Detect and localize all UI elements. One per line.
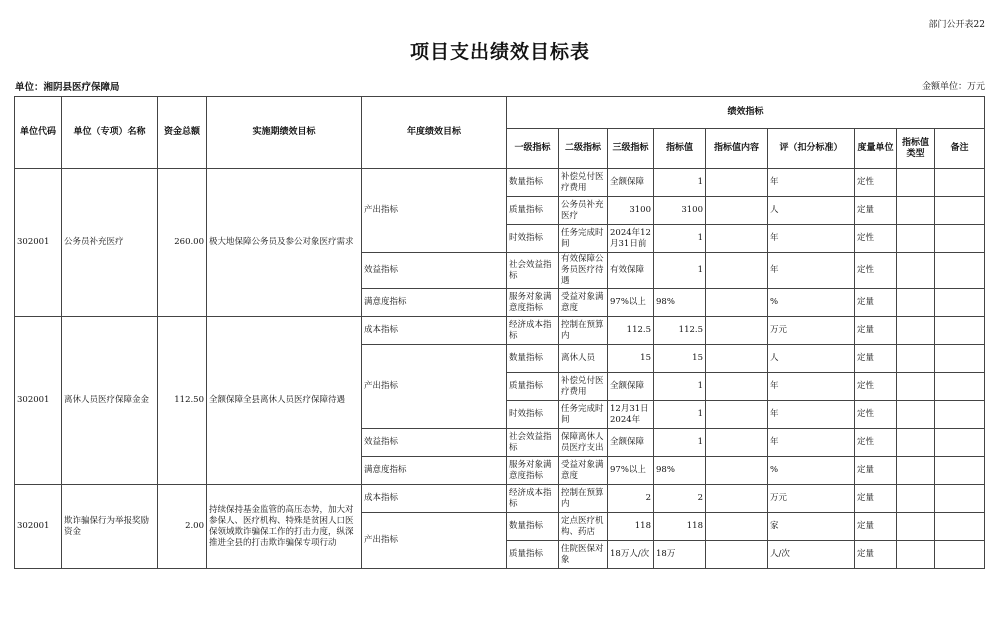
remark-cell [935,485,985,513]
header-remark: 备注 [935,129,985,169]
level2-cell: 社会效益指标 [507,429,559,457]
level3-cell: 有效保障公务员医疗待遇 [559,253,608,289]
value-content-cell [706,253,768,289]
header-value-type: 指标值类型 [897,129,935,169]
level3-cell: 任务完成时间 [559,225,608,253]
indicator-value-b-cell: 1 [654,373,706,401]
remark-cell [935,253,985,289]
remark-cell [935,457,985,485]
remark-cell [935,317,985,345]
value-content-cell [706,541,768,569]
indicator-value-b-cell: 3100 [654,197,706,225]
remark-cell [935,513,985,541]
value-content-cell [706,169,768,197]
indicator-value-b-cell: 15 [654,345,706,373]
measure-unit-cell: 定量 [855,513,897,541]
scoring-cell: 年 [768,401,855,429]
value-content-cell [706,345,768,373]
header-period-goal: 实施期绩效目标 [207,97,362,169]
header-annual-goal: 年度绩效目标 [362,97,507,169]
measure-unit-cell: 定性 [855,169,897,197]
period-goal-cell: 全额保障全县离休人员医疗保障待遇 [207,317,362,485]
level1-cell: 效益指标 [362,253,507,289]
measure-unit-cell: 定量 [855,457,897,485]
indicator-value-b-cell: 18万 [654,541,706,569]
remark-cell [935,169,985,197]
remark-cell [935,401,985,429]
remark-cell [935,373,985,401]
indicator-value-b-cell: 1 [654,253,706,289]
indicator-value-b-cell: 118 [654,513,706,541]
level2-cell: 质量指标 [507,197,559,225]
level3-cell: 离休人员 [559,345,608,373]
page-number: 部门公开表22 [928,20,985,30]
value-content-cell [706,485,768,513]
measure-unit-cell: 定量 [855,485,897,513]
indicator-value-cell: 2024年12月31日前 [608,225,654,253]
value-type-cell [897,317,935,345]
level1-cell: 成本指标 [362,485,507,513]
header-level1: 一级指标 [507,129,559,169]
unit-code-cell: 302001 [15,485,62,569]
table-row [15,485,985,513]
header-value: 指标值 [654,129,706,169]
value-content-cell [706,429,768,457]
measure-unit-cell: 定性 [855,253,897,289]
measure-unit-cell: 定量 [855,317,897,345]
header-total-funds: 资金总额 [158,97,207,169]
indicator-value-b-cell: 98% [654,457,706,485]
header-scoring: 评（扣分标准） [768,129,855,169]
indicator-value-b-cell: 1 [654,169,706,197]
scoring-cell: 万元 [768,485,855,513]
level3-cell: 补偿兑付医疗费用 [559,373,608,401]
indicator-value-cell: 全额保障 [608,373,654,401]
value-type-cell [897,253,935,289]
value-type-cell [897,401,935,429]
scoring-cell: 家 [768,513,855,541]
level2-cell: 时效指标 [507,225,559,253]
indicator-value-cell: 118 [608,513,654,541]
scoring-cell: % [768,289,855,317]
level1-cell: 效益指标 [362,429,507,457]
indicator-value-cell: 97%以上 [608,457,654,485]
header-measure-unit: 度量单位 [855,129,897,169]
header-unit-code: 单位代码 [15,97,62,169]
level1-cell: 产出指标 [362,169,507,253]
scoring-cell: 万元 [768,317,855,345]
level3-cell: 定点医疗机构、药店 [559,513,608,541]
level2-cell: 数量指标 [507,345,559,373]
value-content-cell [706,401,768,429]
measure-unit-cell: 定性 [855,401,897,429]
scoring-cell: 年 [768,169,855,197]
level3-cell: 受益对象满意度 [559,289,608,317]
measure-unit-cell: 定量 [855,541,897,569]
measure-unit-cell: 定量 [855,197,897,225]
value-type-cell [897,457,935,485]
value-type-cell [897,429,935,457]
level1-cell: 产出指标 [362,513,507,569]
level3-cell: 控制在预算内 [559,485,608,513]
scoring-cell: 年 [768,225,855,253]
remark-cell [935,429,985,457]
indicator-value-cell: 112.5 [608,317,654,345]
measure-unit-cell: 定性 [855,373,897,401]
level2-cell: 数量指标 [507,169,559,197]
value-type-cell [897,169,935,197]
page-title: 项目支出绩效目标表 [409,41,590,63]
level2-cell: 社会效益指标 [507,253,559,289]
project-name-cell: 离休人员医疗保障金金 [62,317,158,485]
measure-unit-cell: 定性 [855,225,897,253]
money-unit-label: 金额单位：万元 [921,82,985,92]
level3-cell: 补偿兑付医疗费用 [559,169,608,197]
level3-cell: 保障离休人员医疗支出 [559,429,608,457]
indicator-value-cell: 2 [608,485,654,513]
remark-cell [935,345,985,373]
remark-cell [935,289,985,317]
value-content-cell [706,457,768,485]
header-project-name: 单位（专项）名称 [62,97,158,169]
indicator-value-cell: 15 [608,345,654,373]
measure-unit-cell: 定性 [855,429,897,457]
scoring-cell: 人 [768,345,855,373]
measure-unit-cell: 定量 [855,289,897,317]
level3-cell: 控制在预算内 [559,317,608,345]
level1-cell: 满意度指标 [362,457,507,485]
level2-cell: 质量指标 [507,541,559,569]
indicator-value-cell: 有效保障 [608,253,654,289]
level2-cell: 时效指标 [507,401,559,429]
value-content-cell [706,317,768,345]
scoring-cell: 年 [768,373,855,401]
header-perf-indicator: 绩效指标 [507,97,985,129]
scoring-cell: % [768,457,855,485]
remark-cell [935,197,985,225]
total-funds-cell: 112.50 [158,317,207,485]
level1-cell: 成本指标 [362,317,507,345]
value-content-cell [706,225,768,253]
total-funds-cell: 2.00 [158,485,207,569]
level3-cell: 任务完成时间 [559,401,608,429]
indicator-value-cell: 全额保障 [608,429,654,457]
total-funds-cell: 260.00 [158,169,207,317]
indicator-value-cell: 18万人/次 [608,541,654,569]
project-name-cell: 欺诈骗保行为举报奖励资金 [62,485,158,569]
unit-code-cell: 302001 [15,169,62,317]
remark-cell [935,225,985,253]
indicator-value-b-cell: 98% [654,289,706,317]
level3-cell: 受益对象满意度 [559,457,608,485]
level1-cell: 产出指标 [362,345,507,429]
project-name-cell: 公务员补充医疗 [62,169,158,317]
value-type-cell [897,345,935,373]
unit-code-cell: 302001 [15,317,62,485]
level2-cell: 数量指标 [507,513,559,541]
table-row [15,169,985,197]
unit-label: 单位：湘阴县医疗保障局 [15,82,120,93]
scoring-cell: 年 [768,429,855,457]
header-value-content: 指标值内容 [706,129,768,169]
level3-cell: 住院医保对象 [559,541,608,569]
indicator-value-b-cell: 1 [654,401,706,429]
scoring-cell: 人 [768,197,855,225]
value-type-cell [897,225,935,253]
value-content-cell [706,289,768,317]
level3-cell: 公务员补充医疗 [559,197,608,225]
period-goal-cell: 持续保持基金监管的高压态势，加大对参保人、医疗机构、特殊是贫困人口医保领域欺诈骗保工作的打击力度，纵深推进全县的打击欺诈骗保专项行动 [207,485,362,569]
value-type-cell [897,289,935,317]
value-type-cell [897,513,935,541]
remark-cell [935,541,985,569]
level2-cell: 服务对象满意度指标 [507,457,559,485]
indicator-value-cell: 97%以上 [608,289,654,317]
value-type-cell [897,373,935,401]
indicator-value-cell: 12月31日2024年 [608,401,654,429]
performance-table [14,96,985,569]
header-level2: 二级指标 [559,129,608,169]
period-goal-cell: 极大地保障公务员及参公对象医疗需求 [207,169,362,317]
level2-cell: 质量指标 [507,373,559,401]
indicator-value-cell: 3100 [608,197,654,225]
value-type-cell [897,541,935,569]
value-type-cell [897,197,935,225]
measure-unit-cell: 定量 [855,345,897,373]
table-body [15,169,985,569]
indicator-value-b-cell: 1 [654,225,706,253]
scoring-cell: 人/次 [768,541,855,569]
value-content-cell [706,373,768,401]
table-row [15,317,985,345]
indicator-value-b-cell: 2 [654,485,706,513]
indicator-value-b-cell: 112.5 [654,317,706,345]
scoring-cell: 年 [768,253,855,289]
level2-cell: 服务对象满意度指标 [507,289,559,317]
value-type-cell [897,485,935,513]
level2-cell: 经济成本指标 [507,317,559,345]
header-level3: 三级指标 [608,129,654,169]
indicator-value-b-cell: 1 [654,429,706,457]
value-content-cell [706,197,768,225]
level2-cell: 经济成本指标 [507,485,559,513]
indicator-value-cell: 全额保障 [608,169,654,197]
value-content-cell [706,513,768,541]
level1-cell: 满意度指标 [362,289,507,317]
